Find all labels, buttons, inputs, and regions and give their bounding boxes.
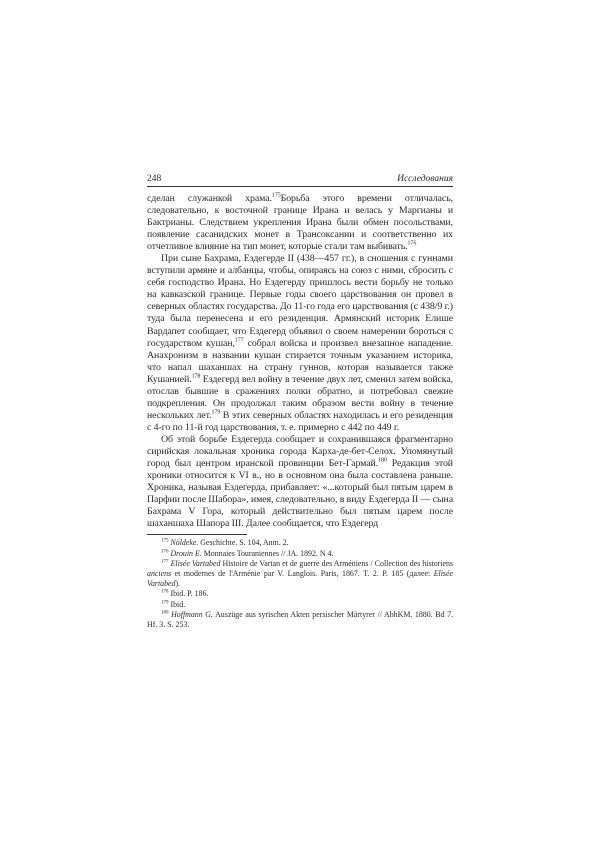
text-run: Ездегерд вел войну в течение двух лет, сменил затем войска, отослав бывшие в сражениях полки обратно, и потребовал свежие подкрепления. Он продолжал таким образом вести войну в течение нескольких лет. [147, 373, 453, 421]
footnote-number: 175 [161, 538, 169, 544]
page-number: 248 [147, 174, 162, 184]
footnote-divider [147, 534, 247, 535]
text-run: Monnaies Touraniennes // JA. 1892. N 4. [201, 548, 334, 558]
footnote-number: 180 [161, 610, 169, 616]
text-run: et modernes de l'Arménie par V. Langlois. Paris, 1867. T. 2. P. 185 (далее: [171, 568, 434, 578]
footnote [147, 589, 453, 599]
footnote [147, 549, 453, 559]
text-run: Редакция этой хроники относится к VI в., но в основном она была составлена раньше. Хроника, называя Ездегерда, прибавляет: «...который был пятым царем в Парфии после Шабора», имея, следовательно, в виду Ездегерда II — сына Бахрама V Гора, который действительно был пятым царем после шаханшаха Шапора III. Далее сообщается, что Ездегерд [147, 458, 453, 530]
text-run: сделан служанкой храма. [147, 193, 272, 204]
italic-text: Drouin E. [170, 548, 202, 558]
running-header [147, 173, 453, 187]
text-run: Об этой борьбе Ездегерда сообщает и сохранившаяся фрагментарно сирийская локальная хроника города Карха-де-бет-Селох. Упомянутый город был центром иранской провинции Бет-Гармай. [147, 433, 453, 470]
italic-text: Elisée Vartabed [170, 558, 221, 568]
footnote-number: 179 [161, 599, 169, 605]
text-run: Борьба этого времени отличалась, следовательно, к восточной границе Ирана и велась у Маргианы и Бактрианы. Следствием укрепления Ирана были обмен посольствами, появление сасанидских монет в Трансоксании и соответственно их отчетливое влияние на тип монет, которые стали там выбивать. [147, 193, 453, 253]
text-run: Ibid. [170, 599, 186, 609]
footnote [147, 559, 453, 590]
footnotes [147, 538, 453, 630]
footnote [147, 538, 453, 548]
footnote [147, 600, 453, 610]
text-run: Geschichte. S. 104, Anm. 2. [198, 538, 289, 548]
footnote-ref: 180 [378, 457, 387, 464]
paragraph [147, 193, 453, 253]
text-run: собрал войска и произвел внезапное нападение. Анахронизм в названии кушан стирается точным указанием историка, что напал шаханшах на страну гуннов, которая называется также Кушанией. [147, 337, 453, 385]
footnote-ref: 175 [271, 192, 281, 199]
footnote [147, 610, 453, 630]
text-run: ). [175, 579, 181, 589]
footnote-number: 176 [161, 548, 169, 554]
footnote-ref: 177 [234, 337, 244, 344]
book-page [147, 173, 453, 630]
main-text [147, 193, 453, 530]
footnote-ref: 176 [407, 240, 417, 247]
text-run: При сыне Бахрама, Ездегерде II (438—457 гг.), в сношения с гуннами вступили армяне и албанцы, чтобы, опираясь на союз с ними, сбросить с себя господство Ирана. Но Ездегерду пришлось вести борьбу не только на кавказской границе. Первые годы своего царствования он провел в северных областях государства. До 11-го года его царствования (с 438/9 г.) туда была перенесена и его резиденция. Армянский историк Елише Вардапет сообщает, что Ездегерд объявил о своем намерении бороться с государством кушан, [147, 253, 453, 349]
paragraph [147, 434, 453, 530]
italic-text: Nöldeke. [170, 538, 199, 548]
text-run: Ibid. P. 186. [170, 589, 209, 599]
footnote-number: 177 [161, 559, 169, 565]
text-run: В этих северных областях находилась и его резиденция с 4-го по 11-й год царствования, т. е. примерно с 442 по 449 г. [147, 409, 453, 433]
italic-text: anciens [147, 568, 172, 578]
text-run: Histoire de Vartan et de guerre des Arméniens / Collection des historiens [220, 558, 453, 568]
footnote-ref: 178 [191, 373, 201, 380]
running-title: Исследования [397, 174, 453, 184]
text-run: Auszüge aus syrischen Akten persischer Märtyrer // AbhKM. 1880. Bd 7. Hf. 3. S. 253. [147, 609, 453, 629]
footnote-ref: 179 [211, 409, 221, 416]
italic-text: Elisée Vartabed [147, 568, 453, 589]
italic-text: Hoffmann G. [171, 609, 213, 619]
paragraph [147, 253, 453, 434]
footnote-number: 178 [161, 589, 169, 595]
